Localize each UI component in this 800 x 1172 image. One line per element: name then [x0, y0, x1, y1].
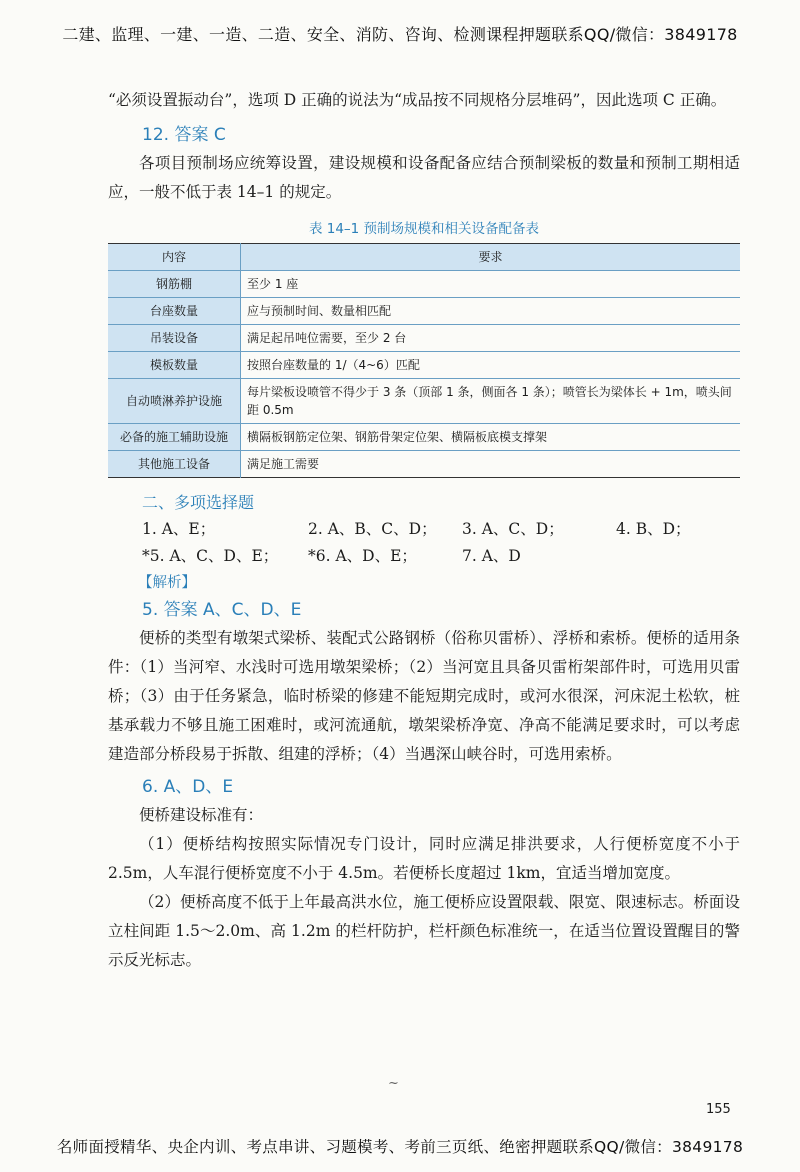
q6-lead: 便桥建设标准有：: [139, 806, 264, 824]
answer-row: [142, 516, 740, 543]
q6-heading: 6. A、D、E: [142, 777, 234, 797]
table-row: [108, 298, 740, 325]
table-row: [108, 379, 740, 424]
table-cell: 钢筋棚: [108, 271, 241, 298]
table-cell: 每片梁板设喷管不得少于 3 条（顶部 1 条，侧面各 1 条）；喷管长为梁体长 + 1m，喷头间距 0.5m: [241, 379, 741, 424]
table-row: [108, 424, 740, 451]
page-number: 155: [706, 1102, 731, 1117]
table-row: [108, 271, 740, 298]
answer-item: 7. A、D: [462, 547, 521, 565]
q6-point-1: （1）便桥结构按照实际情况专门设计，同时应满足排洪要求，人行便桥宽度不小于 2.5m，人车混行便桥宽度不小于 4.5m。若便桥长度超过 1km，宜适当增加宽度。: [108, 835, 740, 882]
q5-heading: 5. 答案 A、C、D、E: [142, 600, 302, 620]
table-cell: 应与预制时间、数量相匹配: [241, 298, 741, 325]
answer-item: *5. A、C、D、E；: [142, 547, 279, 565]
table-cell: 台座数量: [108, 298, 241, 325]
answer-item: 4. B、D；: [616, 520, 691, 538]
intro-text: “必须设置振动台”，选项 D 正确的说法为“成品按不同规格分层堆码”，因此选项 C 正确。: [108, 91, 727, 109]
table-header: 要求: [241, 244, 741, 271]
table-cell: 满足施工需要: [241, 451, 741, 478]
table-cell: 按照台座数量的 1/（4~6）匹配: [241, 352, 741, 379]
analysis-label: 【解析】: [138, 575, 196, 591]
answer-item: 1. A、E；: [142, 520, 216, 538]
table-cell: 必备的施工辅助设施: [108, 424, 241, 451]
table-header: 内容: [108, 244, 241, 271]
section-heading: 二、多项选择题: [142, 493, 255, 512]
q12-body: 各项目预制场应统筹设置，建设规模和设备配备应结合预制梁板的数量和预制工期相适应，一般不低于表 14–1 的规定。: [108, 154, 740, 201]
q12-heading: 12. 答案 C: [142, 125, 226, 145]
table-cell: 满足起吊吨位需要，至少 2 台: [241, 325, 741, 352]
answer-item: *6. A、D、E；: [308, 547, 417, 565]
q6-point-2: （2）便桥高度不低于上年最高洪水位，施工便桥应设置限载、限宽、限速标志。桥面设立柱间距 1.5～2.0m、高 1.2m 的栏杆防护，栏杆颜色标准统一，在适当位置设置醒目的警示反光标志。: [108, 893, 740, 969]
table-cell: 吊装设备: [108, 325, 241, 352]
table-cell: 模板数量: [108, 352, 241, 379]
equipment-table: [108, 243, 740, 478]
answer-item: 3. A、C、D；: [462, 520, 564, 538]
page-content: [108, 86, 740, 975]
answer-row: [142, 543, 740, 570]
header-banner: 二建、监理、一建、一造、二造、安全、消防、咨询、检测课程押题联系QQ/微信：3849178: [62, 25, 738, 44]
table-header-row: [108, 244, 740, 271]
footer-banner: 名师面授精华、央企内训、考点串讲、习题模考、考前三页纸、绝密押题联系QQ/微信：3849178: [56, 1138, 744, 1156]
table-caption: 表 14–1 预制场规模和相关设备配备表: [308, 221, 540, 237]
table-row: [108, 352, 740, 379]
table-row: [108, 451, 740, 478]
table-cell: 其他施工设备: [108, 451, 241, 478]
answer-item: 2. A、B、C、D；: [308, 520, 437, 538]
table-cell: 至少 1 座: [241, 271, 741, 298]
tilde-mark: ~: [388, 1076, 399, 1091]
table-cell: 自动喷淋养护设施: [108, 379, 241, 424]
table-row: [108, 325, 740, 352]
table-cell: 横隔板钢筋定位架、钢筋骨架定位架、横隔板底模支撑架: [241, 424, 741, 451]
q5-body: 便桥的类型有墩架式梁桥、装配式公路钢桥（俗称贝雷桥）、浮桥和索桥。便桥的适用条件：（1）当河窄、水浅时可选用墩架梁桥；（2）当河宽且具备贝雷桁架部件时，可选用贝雷桥；（3）由于任务紧急，临时桥梁的修建不能短期完成时，或河水很深，河床泥土松软，桩基承载力不够且施工困难时，或河流通航，墩架梁桥净宽、净高不能满足要求时，可以考虑建造部分桥段易于拆散、组建的浮桥；（4）当遇深山峡谷时，可选用索桥。: [108, 629, 740, 763]
